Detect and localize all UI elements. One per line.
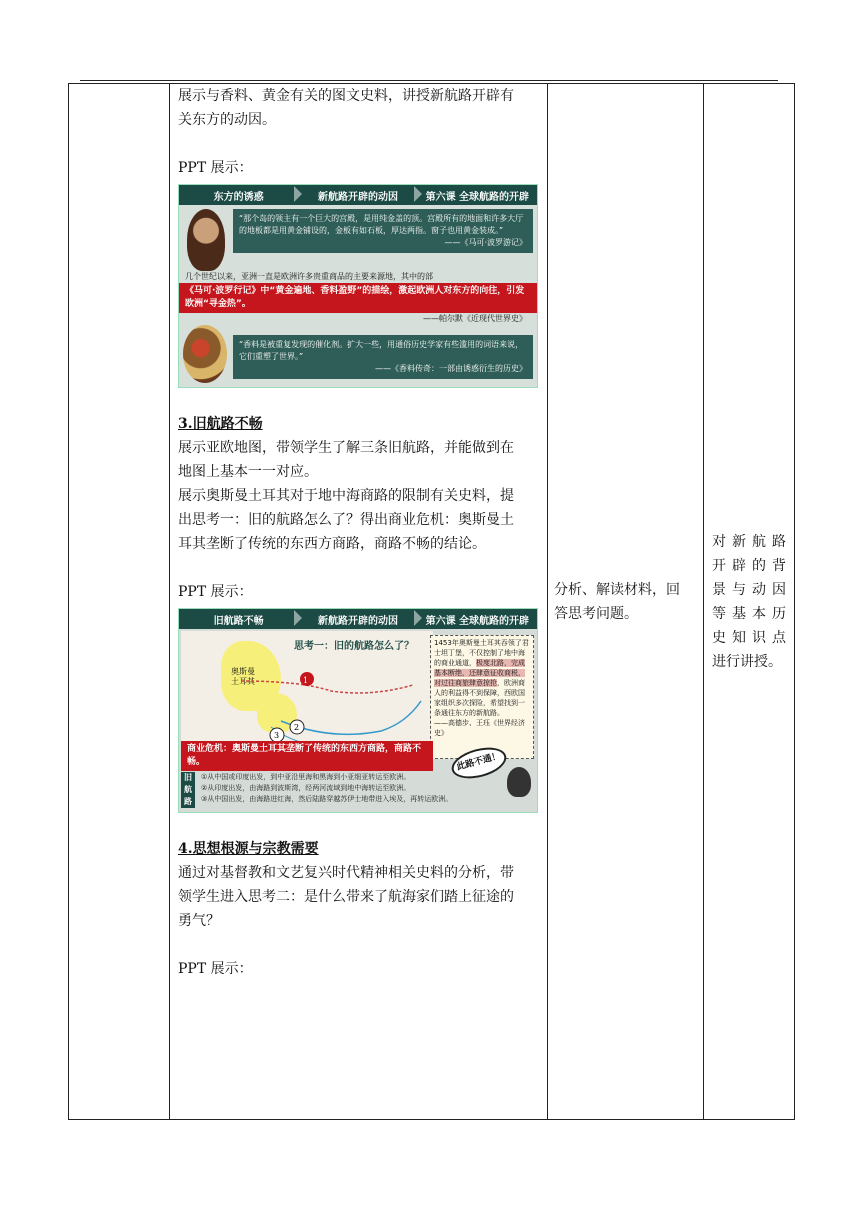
- intro-line: 关东方的动因。: [178, 112, 276, 128]
- slide-tab: 旧航路不畅: [179, 612, 298, 627]
- blocked-stamp: 此路不通！: [448, 742, 509, 784]
- svg-text:2: 2: [294, 723, 300, 732]
- intent-line: 景与动因: [712, 581, 786, 598]
- section-cell: [69, 84, 170, 1120]
- section-heading: 3.旧航路不畅: [178, 416, 263, 432]
- quote-text: “香料是被重复发现的催化剂。扩大一些，用通俗历史学家有些滥用的词语来说，它们重塑了世界。”: [239, 340, 524, 361]
- activity-line: 答思考问题。: [554, 605, 638, 622]
- marco-polo-portrait-image: [187, 209, 225, 271]
- svg-text:3: 3: [274, 731, 280, 740]
- highlight-bar: 商业危机：奥斯曼土耳其垄断了传统的东西方商路，商路不畅。: [181, 741, 433, 771]
- slide-old-routes: [178, 608, 538, 813]
- paragraph-line: 地图上基本一一对应。: [178, 464, 318, 480]
- source-highlight: 极度北路，完成基本断绝，还肆意征收商税，对过往商旅肆意掠抢: [434, 659, 525, 687]
- student-activity-cell: [548, 84, 704, 1120]
- source-citation: ——高德步、王珏《世界经济史》: [434, 719, 525, 737]
- design-intent-text: [704, 530, 794, 674]
- slide-tab: 第六课 全球航路的开辟: [425, 191, 530, 203]
- design-intent-cell: [704, 84, 795, 1120]
- slide-banner: [179, 185, 537, 205]
- section-heading: 4.思想根源与宗教需要: [178, 841, 319, 857]
- paragraph-line: 勇气？: [178, 913, 220, 929]
- route-item: ①从中国或印度出发，到中亚沿里海和黑海到小亚细亚转运至欧洲。: [201, 773, 411, 781]
- source-text: 1453年奥斯曼土耳其吞领了君士坦丁堡，不仅控制了地中海的商业通道，: [434, 639, 529, 667]
- table-row: [69, 84, 795, 1120]
- ppt-label: PPT 展示：: [178, 961, 253, 977]
- historical-source-box: [430, 635, 534, 759]
- route-tag: 旧航路: [181, 772, 195, 808]
- route-item: ③从中国出发，由海路进红海，然后陆路穿越苏伊士地带进入埃及，再转运欧洲。: [201, 795, 453, 803]
- slide-banner: [179, 609, 537, 629]
- intent-line: 进行讲授。: [712, 653, 782, 670]
- quote-source: ——《马可·波罗游记》: [444, 238, 527, 247]
- svg-text:1: 1: [303, 676, 309, 685]
- teaching-process-content: [178, 84, 539, 180]
- quote-source: ——帕尔默《近现代世界史》: [423, 314, 527, 323]
- slide-tab: 新航路开辟的动因: [298, 612, 417, 627]
- think-question: 思考一：旧的航路怎么了？: [294, 641, 414, 652]
- lesson-plan-table: [68, 83, 795, 1120]
- intent-line: 史知识点: [712, 629, 786, 646]
- paragraph-line: 领学生进入思考二：是什么带来了航海家们踏上征途的: [178, 889, 514, 905]
- paragraph-line: 出思考一：旧的航路怎么了？得出商业危机：奥斯曼土: [178, 512, 514, 528]
- activity-line: 分析、解读材料，回: [554, 581, 680, 598]
- spice-image: [183, 325, 227, 383]
- intro-line: 展示与香料、黄金有关的图文史料，讲授新航路开辟有: [178, 88, 514, 104]
- quote-marco-polo: [233, 209, 533, 253]
- teaching-process-cell: [170, 84, 548, 1120]
- route-list: [181, 772, 533, 808]
- slide-eastern-temptation: [178, 184, 538, 388]
- paragraph-line: 展示奥斯曼土耳其对于地中海商路的限制有关史料，提: [178, 488, 514, 504]
- header-rule: [80, 80, 778, 81]
- quote-palmer: 几个世纪以来，亚洲一直是欧洲许多贵重商品的主要来源地，其中的部: [185, 272, 433, 281]
- paragraph-line: 展示亚欧地图，带领学生了解三条旧航路，并能做到在: [178, 440, 514, 456]
- intent-line: 开辟的背: [712, 557, 786, 574]
- slide-tab: 第六课 全球航路的开辟: [425, 615, 530, 627]
- source-text: ，欧洲商人的利益得不到保障，西欧国家组织多次探险，希望找到一条通往东方的新航路。: [434, 679, 525, 717]
- quote-source: ——《香料传奇：一部由诱惑衍生的历史》: [375, 364, 527, 373]
- map-label: 奥斯曼土耳其: [231, 667, 255, 686]
- slide-tab: 东方的诱惑: [179, 188, 298, 203]
- paragraph-line: 通过对基督教和文艺复兴时代精神相关史料的分析，带: [178, 865, 514, 881]
- student-activity-text: [554, 578, 697, 626]
- section-4: [178, 813, 539, 981]
- quote-text: “那个岛的领主有一个巨大的宫殿，是用纯金盖的顶。宫殿所有的地面和许多大厅的地板都是用黄金铺设的，金板有如石板，厚达两指。窗子也用黄金装成。”: [239, 214, 524, 235]
- ppt-label: PPT 展示：: [178, 160, 253, 176]
- quote-spice: [233, 335, 533, 379]
- slide-tab: 新航路开辟的动因: [298, 188, 417, 203]
- intent-line: 对新航路: [712, 533, 786, 550]
- paragraph-line: 耳其垄断了传统的东西方商路，商路不畅的结论。: [178, 536, 486, 552]
- section-3: [178, 388, 539, 604]
- intent-line: 等基本历: [712, 605, 786, 622]
- ppt-label: PPT 展示：: [178, 584, 253, 600]
- highlight-bar: 《马可·波罗行记》中“黄金遍地、香料盈野”的描绘，激起欧洲人对东方的向往，引发欧洲“寻金热”。: [179, 283, 537, 313]
- route-item: ②从印度出发，由海路到波斯湾，经两河流域到地中海转运至欧洲。: [201, 784, 411, 792]
